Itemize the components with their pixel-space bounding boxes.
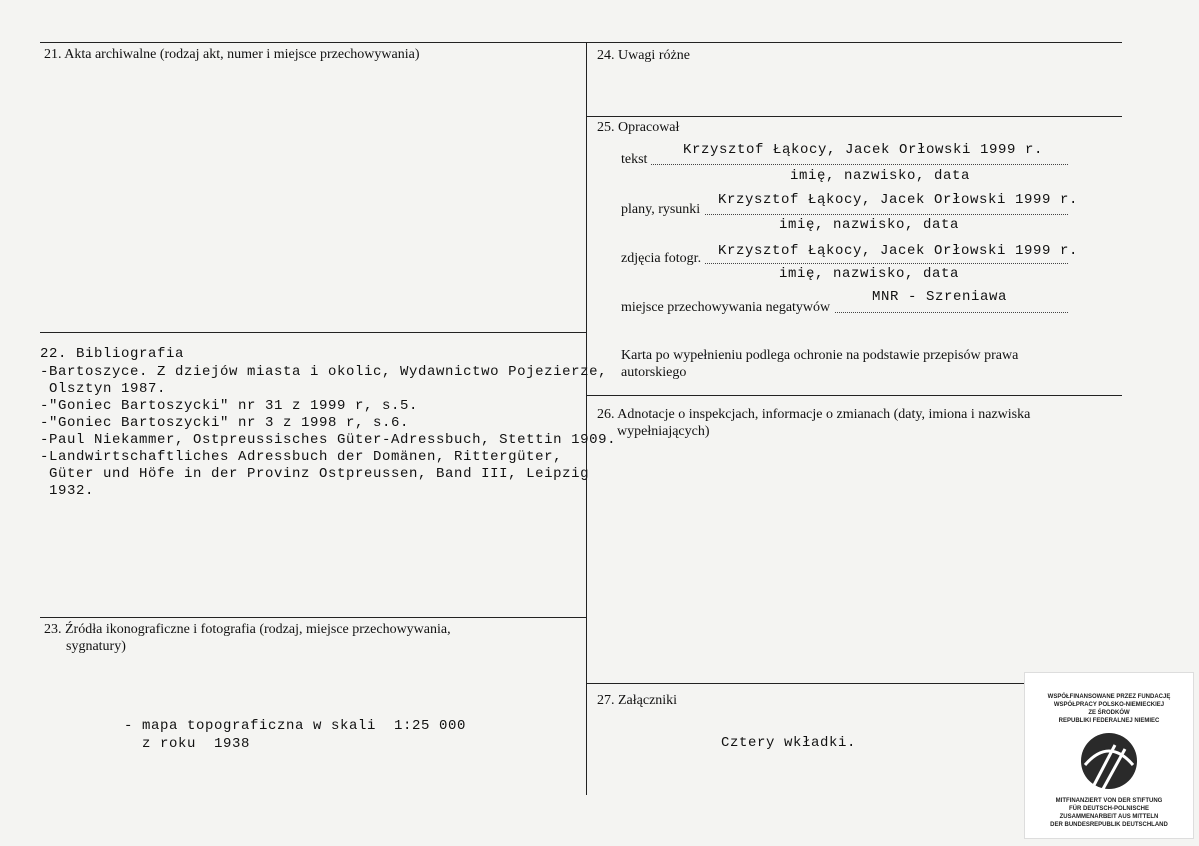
- section-23-title-cont: sygnatury): [66, 639, 126, 654]
- section-25-title: 25. Opracował: [597, 120, 680, 135]
- author-photos-dotted-line: [705, 263, 1068, 264]
- section-23-title: 23. Źródła ikonograficzne i fotografia (rodzaj, miejsce przechowywania,: [44, 622, 451, 637]
- copyright-note-cont: autorskiego: [621, 365, 687, 380]
- funding-stamp: [1024, 672, 1194, 839]
- author-text-label: tekst: [621, 152, 648, 167]
- author-drawings-dotted-line: [705, 214, 1068, 215]
- bibliography-item: Olsztyn 1987.: [40, 381, 167, 397]
- negatives-label: miejsce przechowywania negatywów: [621, 300, 831, 315]
- stamp-line: ZUSAMMENARBEIT AUS MITTELN: [1059, 814, 1159, 820]
- author-photos-value: Krzysztof Łąkocy, Jacek Orłowski 1999 r.: [718, 243, 1079, 259]
- stamp-line: MITFINANZIERT VON DER STIFTUNG: [1055, 798, 1163, 804]
- section-26-title: 26. Adnotacje o inspekcjach, informacje o zmianach (daty, imiona i nazwiska: [597, 407, 1031, 422]
- bibliography-item: -"Goniec Bartoszycki" nr 31 z 1999 r, s.5.: [40, 398, 419, 414]
- top-border-line: [40, 42, 1122, 43]
- author-photos-label: zdjęcia fotogr.: [621, 251, 702, 266]
- iconography-entry: - mapa topograficzna w skali 1:25 000: [124, 718, 467, 734]
- negatives-dotted-line: [835, 312, 1068, 313]
- negatives-value: MNR - Szreniawa: [872, 289, 1008, 305]
- divider-21-22: [40, 332, 586, 333]
- bibliography-item: Güter und Höfe in der Provinz Ostpreussen, Band III, Leipzig: [40, 466, 590, 482]
- stamp-line: DER BUNDESREPUBLIK DEUTSCHLAND: [1050, 822, 1168, 828]
- author-drawings-hint: imię, nazwisko, data: [779, 217, 960, 233]
- section-26-title-cont: wypełniających): [617, 424, 710, 439]
- iconography-entry-year: z roku 1938: [142, 736, 251, 752]
- stamp-bottom-text: [1025, 797, 1193, 829]
- bibliography-item: -"Goniec Bartoszycki" nr 3 z 1998 r, s.6.: [40, 415, 410, 431]
- copyright-note: Karta po wypełnieniu podlega ochronie na podstawie przepisów prawa: [621, 348, 1019, 363]
- divider-22-23: [40, 617, 586, 618]
- author-text-value: Krzysztof Łąkocy, Jacek Orłowski 1999 r.: [683, 142, 1044, 158]
- stamp-top-text: [1025, 693, 1193, 725]
- author-drawings-label: plany, rysunki: [621, 202, 701, 217]
- divider-25-26: [586, 395, 1122, 396]
- stamp-line: WSPÓŁFINANSOWANE PRZEZ FUNDACJĘ: [1047, 694, 1171, 700]
- section-27-title: 27. Załączniki: [597, 693, 678, 708]
- bibliography-item: 1932.: [40, 483, 95, 499]
- divider-24-25: [586, 116, 1122, 117]
- stamp-line: FÜR DEUTSCH-POLNISCHE: [1068, 806, 1149, 812]
- section-22-title: 22. Bibliografia: [40, 346, 185, 362]
- bibliography-item: -Landwirtschaftliches Adressbuch der Domänen, Rittergüter,: [40, 449, 563, 465]
- section-21-title: 21. Akta archiwalne (rodzaj akt, numer i miejsce przechowywania): [44, 47, 420, 62]
- author-text-hint: imię, nazwisko, data: [790, 168, 971, 184]
- attachments-value: Cztery wkładki.: [721, 735, 857, 751]
- bibliography-item: -Bartoszyce. Z dziejów miasta i okolic, Wydawnictwo Pojezierze,: [40, 364, 608, 380]
- foundation-logo-icon: [1079, 731, 1139, 791]
- author-drawings-value: Krzysztof Łąkocy, Jacek Orłowski 1999 r.: [718, 192, 1079, 208]
- divider-26-27: [586, 683, 1024, 684]
- author-text-dotted-line: [651, 164, 1068, 165]
- stamp-line: WSPÓŁPRACY POLSKO-NIEMIECKIEJ: [1053, 702, 1165, 708]
- bibliography-item: -Paul Niekammer, Ostpreussisches Güter-Adressbuch, Stettin 1909.: [40, 432, 617, 448]
- section-24-title: 24. Uwagi różne: [597, 48, 690, 63]
- stamp-line: REPUBLIKI FEDERALNEJ NIEMIEC: [1058, 718, 1160, 724]
- author-photos-hint: imię, nazwisko, data: [779, 266, 960, 282]
- bibliography-list: [40, 364, 616, 500]
- stamp-line: ZE ŚRODKÓW: [1088, 710, 1130, 716]
